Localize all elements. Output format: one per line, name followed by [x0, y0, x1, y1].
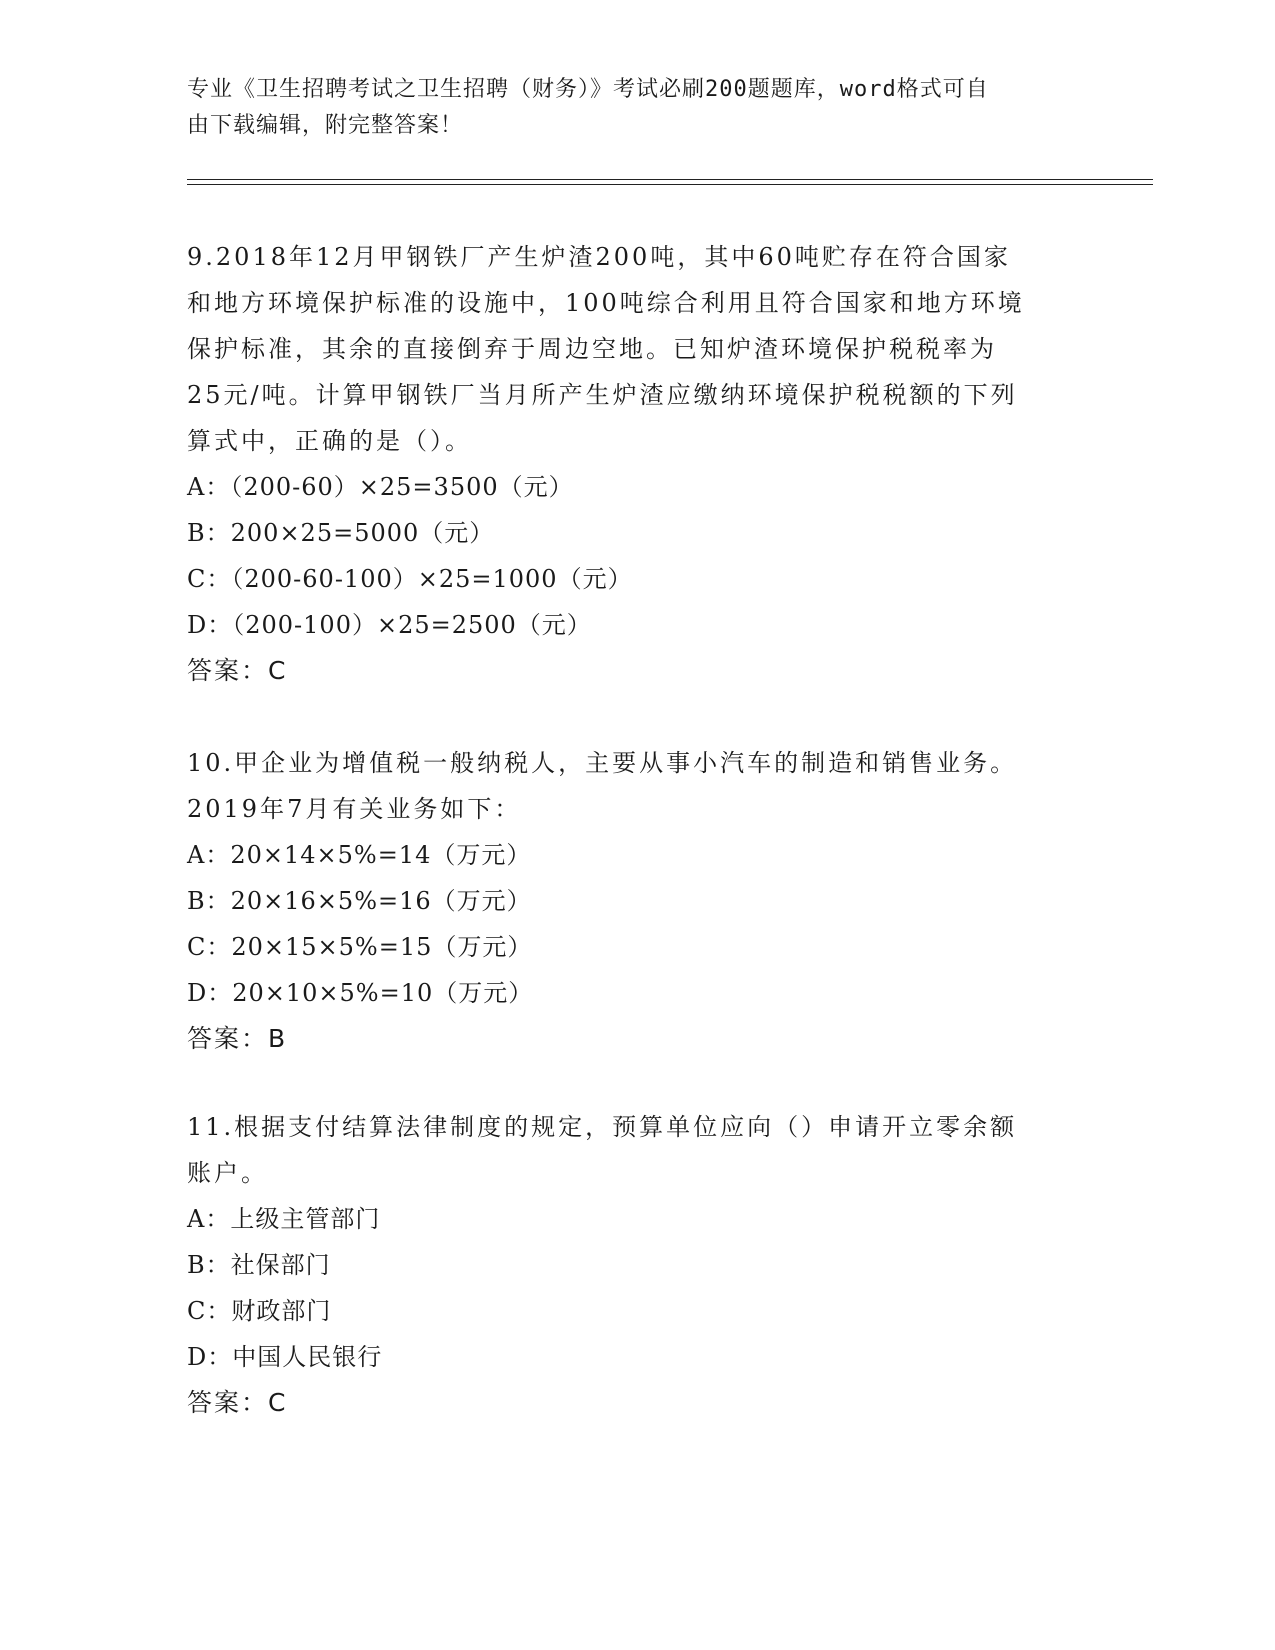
- header-line-1: 专业《卫生招聘考试之卫生招聘（财务）》考试必刷200题题库，word格式可自: [187, 77, 989, 102]
- question-stem: [187, 1104, 1087, 1196]
- option-b: B：社保部门: [187, 1251, 331, 1279]
- question-stem: [187, 234, 1087, 464]
- option-b: B：200×25=5000（元）: [187, 519, 495, 547]
- option-c: C：（200-60-100）×25=1000（元）: [187, 565, 633, 593]
- stem-line: 9.2018年12月甲钢铁厂产生炉渣200吨，其中60吨贮存在符合国家: [187, 243, 1011, 271]
- answer: 答案：B: [187, 1024, 288, 1053]
- question-11: [187, 1104, 1087, 1426]
- stem-line: 10.甲企业为增值税一般纳税人，主要从事小汽车的制造和销售业务。: [187, 749, 1018, 777]
- stem-line: 25元/吨。计算甲钢铁厂当月所产生炉渣应缴纳环境保护税税额的下列: [187, 381, 1018, 409]
- option-d: D：中国人民银行: [187, 1343, 383, 1371]
- stem-line: 算式中，正确的是（）。: [187, 427, 472, 455]
- option-d: D：（200-100）×25=2500（元）: [187, 611, 592, 639]
- document-header: [187, 72, 1087, 144]
- question-stem: [187, 740, 1087, 832]
- header-line-2: 由下载编辑，附完整答案！: [187, 113, 464, 138]
- option-a: A：上级主管部门: [187, 1205, 381, 1233]
- stem-line: 账户。: [187, 1159, 268, 1187]
- stem-line: 和地方环境保护标准的设施中，100吨综合利用且符合国家和地方环境: [187, 289, 1025, 317]
- header-divider-bottom: [187, 184, 1153, 185]
- stem-line: 保护标准，其余的直接倒弃于周边空地。已知炉渣环境保护税税率为: [187, 335, 997, 363]
- stem-line: 2019年7月有关业务如下：: [187, 795, 522, 823]
- option-b: B：20×16×5%=16（万元）: [187, 887, 532, 915]
- header-divider-top: [187, 179, 1153, 180]
- option-c: C：财政部门: [187, 1297, 332, 1325]
- question-10: [187, 740, 1087, 1062]
- question-9: [187, 234, 1087, 694]
- option-c: C：20×15×5%=15（万元）: [187, 933, 533, 961]
- answer: 答案：C: [187, 1388, 288, 1417]
- option-a: A：（200-60）×25=3500（元）: [187, 473, 574, 501]
- answer: 答案：C: [187, 656, 288, 685]
- option-d: D：20×10×5%=10（万元）: [187, 979, 534, 1007]
- stem-line: 11.根据支付结算法律制度的规定，预算单位应向（）申请开立零余额: [187, 1113, 1018, 1141]
- option-a: A：20×14×5%=14（万元）: [187, 841, 532, 869]
